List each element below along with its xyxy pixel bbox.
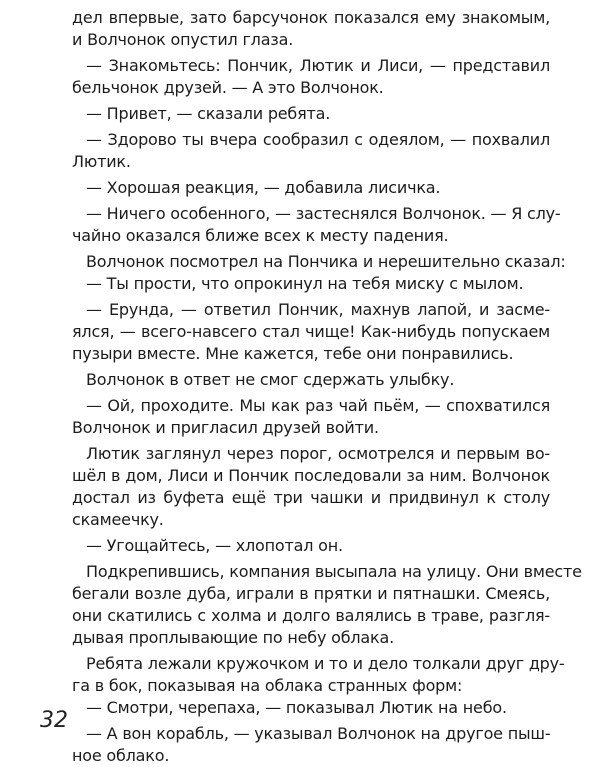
text-line: Волчонок и пригласил друзей войти.: [72, 418, 379, 437]
text-line: Волчонок посмотрел на Пончика и нерешительно сказал:: [86, 252, 566, 271]
text-line: — Здорово ты вчера сообразил с одеялом, — похвалил: [86, 130, 550, 149]
text-line: дывая проплывающие по небу облака.: [72, 628, 394, 647]
text-line: и Волчонок опустил глаза.: [72, 30, 294, 49]
paragraph: [72, 561, 582, 649]
text-line: бельчонок друзей. — А это Волчонок.: [72, 78, 384, 97]
text-line: — Ой, проходите. Мы как раз чай пьём, — спохватился: [86, 396, 550, 415]
text-line: чайно оказался ближе всех к месту падения.: [72, 226, 449, 245]
text-line: — А вон корабль, — указывал Волчонок на другое пыш-: [86, 724, 551, 743]
text-line: они скатились с холма и долго валялись в траве, разгля-: [72, 606, 550, 625]
paragraph: [72, 177, 550, 199]
paragraph: [72, 653, 565, 697]
paragraph: [72, 203, 561, 247]
paragraph: [72, 299, 550, 365]
text-line: — Угощайтесь, — хлопотал он.: [86, 536, 343, 555]
text-line: дел впервые, зато барсучонок показался ему знакомым,: [72, 8, 550, 27]
text-line: пузыри вместе. Мне кажется, тебе они понравились.: [72, 344, 514, 363]
text-line: Подкрепившись, компания высыпала на улицу. Они вместе: [86, 562, 582, 581]
text-line: — Ничего особенного, — застеснялся Волчонок. — Я слу-: [86, 204, 561, 223]
paragraph: [72, 251, 566, 273]
text-line: скамеечку.: [72, 510, 164, 529]
text-line: достал из буфета ещё три чашки и придвинул к столу: [72, 488, 550, 507]
paragraph: [72, 723, 550, 767]
page-number: 32: [40, 708, 68, 733]
paragraph: [72, 55, 550, 99]
text-line: ялся, — всего-навсего стал чище! Как-нибудь попускаем: [72, 322, 550, 341]
text-line: Лютик заглянул через порог, осмотрелся и первым во-: [86, 444, 550, 463]
text-line: Волчонок в ответ не смог сдержать улыбку.: [86, 370, 455, 389]
paragraph: [72, 273, 550, 295]
paragraph: [72, 697, 550, 719]
text-line: — Знакомьтесь: Пончик, Лютик и Лиси, — представил: [86, 56, 550, 75]
paragraph: [72, 103, 550, 125]
paragraph: [72, 395, 550, 439]
text-line: га в бок, показывая на облака странных форм:: [72, 676, 463, 695]
paragraph: [72, 443, 550, 531]
paragraph: [72, 7, 550, 51]
text-line: — Смотри, черепаха, — показывал Лютик на небо.: [86, 698, 507, 717]
page-text: [72, 7, 582, 767]
text-line: Ребята лежали кружочком и то и дело толкали друг дру-: [86, 654, 565, 673]
text-line: бегали возле дуба, играли в прятки и пятнашки. Смеясь,: [72, 584, 550, 603]
paragraph: [72, 369, 550, 391]
text-line: — Ты прости, что опрокинул на тебя миску с мылом.: [86, 274, 524, 293]
text-line: — Ерунда, — ответил Пончик, махнув лапой, и засме-: [86, 300, 550, 319]
text-line: — Хорошая реакция, — добавила лисичка.: [86, 178, 441, 197]
text-line: Лютик.: [72, 152, 131, 171]
text-line: шёл в дом, Лиси и Пончик последовали за ним. Волчонок: [72, 466, 550, 485]
text-line: ное облако.: [72, 746, 170, 765]
paragraph: [72, 129, 550, 173]
paragraph: [72, 535, 550, 557]
text-line: — Привет, — сказали ребята.: [86, 104, 331, 123]
